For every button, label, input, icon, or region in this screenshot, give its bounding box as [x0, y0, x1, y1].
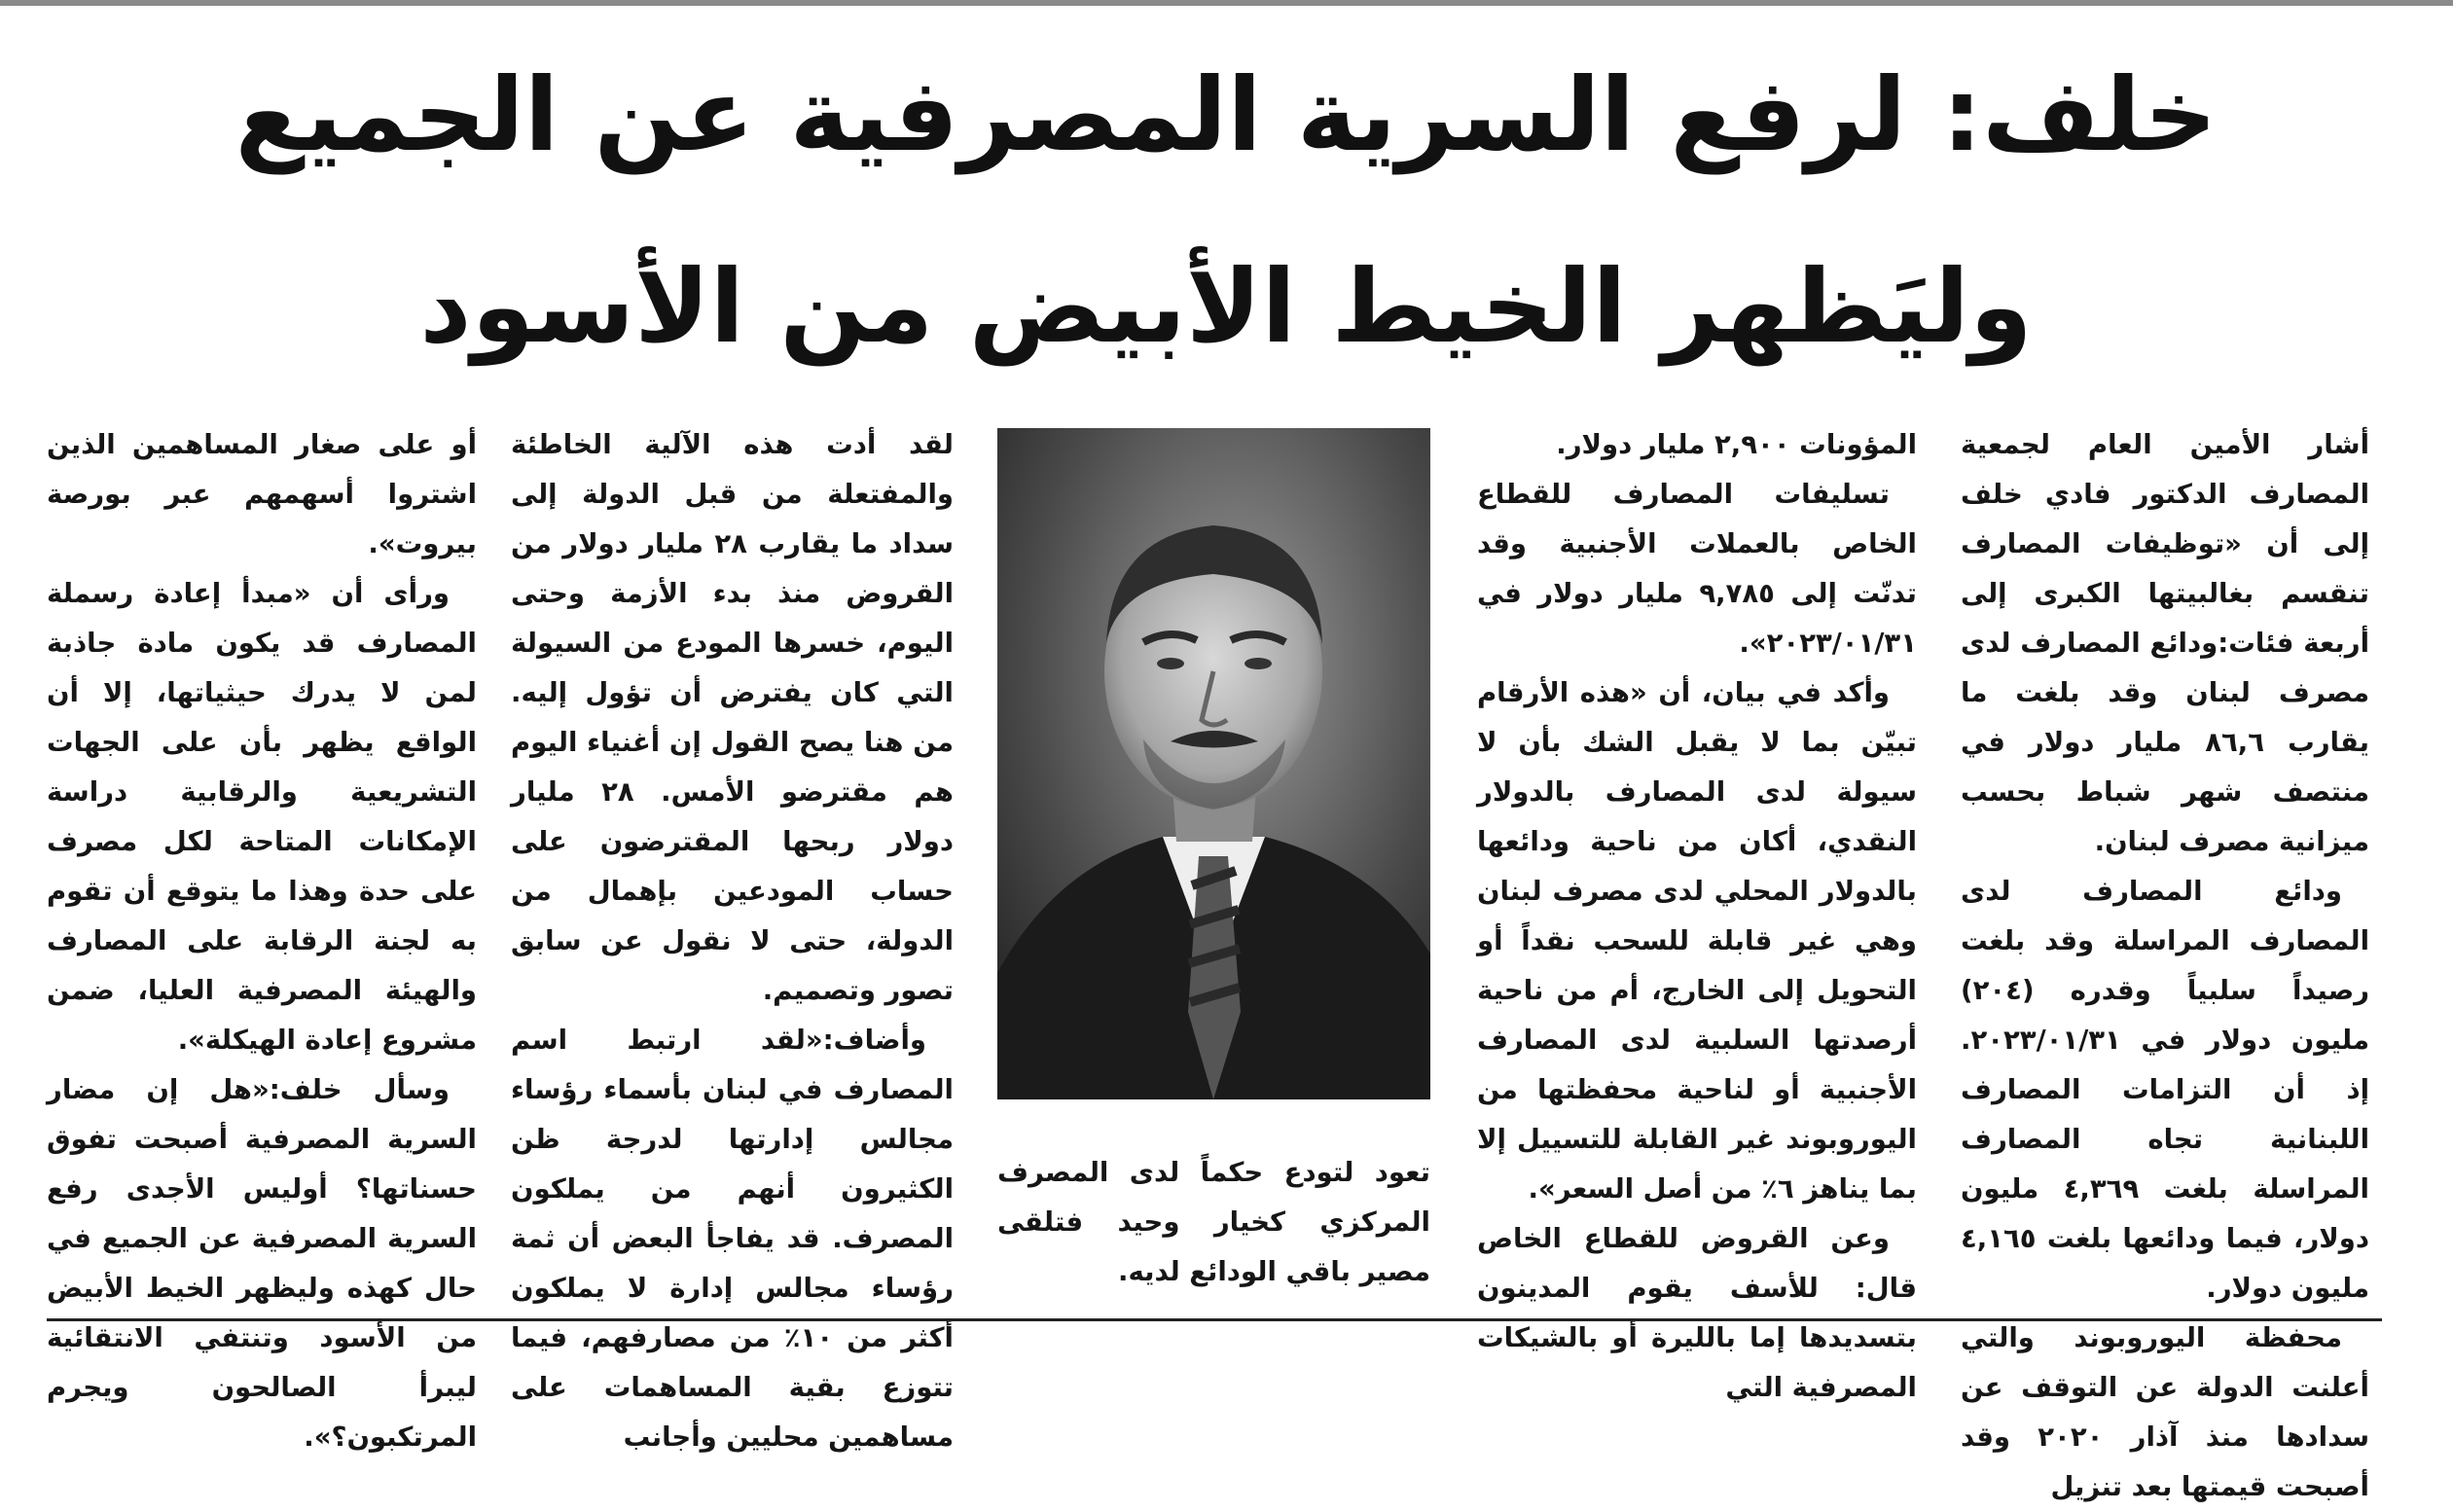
article-paragraph: أشار الأمين العام لجمعية المصارف الدكتور فادي خلف إلى أن «توظيفات المصارف تنقسم بغالبيتها الكبرى إلى أربعة فئات:ودائع المصارف لدى مصرف لبنان وقد بلغت ما يقارب ٨٦,٦ مليار دولار في منتصف شهر شباط بحسب ميزانية مصرف لبنان. [1961, 429, 2369, 857]
headline-line-1: خلف: لرفع السرية المصرفية عن الجميع [234, 55, 2218, 174]
article-column-3 [511, 420, 954, 1453]
article-paragraph: وسأل خلف:«هل إن مضار السرية المصرفية أصبحت تفوق حسناتها؟ أوليس الأجدى رفع السرية المصرفية عن الجميع في حال كهذه وليظهر الخيط الأبيض من الأسود وتنتفي الانتقائية ليبرأ الصالحون ويجرم المرتكبون؟». [47, 1074, 477, 1453]
article-column-2 [1477, 420, 1918, 1403]
headline-line-2: وليَظهر الخيط الأبيض من الأسود [419, 247, 2033, 366]
bottom-rule [47, 1318, 2382, 1321]
portrait-image [997, 428, 1430, 1099]
article-paragraph: تسليفات المصارف للقطاع الخاص بالعملات الأجنبية وقد تدنّت إلى ٩,٧٨٥ مليار دولار في ٢٠٢٣/٠١/٣١». [1477, 479, 1918, 659]
article-paragraph: أو على صغار المساهمين الذين اشتروا أسهمهم عبر بورصة بيروت». [47, 429, 477, 559]
article-paragraph: لقد أدت هذه الآلية الخاطئة والمفتعلة من قبل الدولة إلى سداد ما يقارب ٢٨ مليار دولار من القروض منذ بدء الأزمة وحتى اليوم، خسرها المودع من السيولة التي كان يفترض أن تؤول إليه. من هنا يصح القول إن أغنياء اليوم هم مقترضو الأمس. ٢٨ مليار دولار ربحها المقترضون على حساب المودعين بإهمال من الدولة، حتى لا نقول عن سابق تصور وتصميم. [511, 429, 954, 1006]
photo-caption: تعود لتودع حكماً لدى المصرف المركزي كخيار وحيد فتلقى مصير باقي الودائع لديه. [997, 1157, 1430, 1287]
article-paragraph: ورأى أن «مبدأ إعادة رسملة المصارف قد يكون مادة جاذبة لمن لا يدرك حيثياتها، إلا أن الواقع يظهر بأن على الجهات التشريعية والرقابية دراسة الإمكانات المتاحة لكل مصرف على حدة وهذا ما يتوقع أن تقوم به لجنة الرقابة على المصارف والهيئة المصرفية العليا، ضمن مشروع إعادة الهيكلة». [47, 578, 477, 1056]
article-column-4 [47, 420, 477, 1453]
article-paragraph: وأضاف:«لقد ارتبط اسم المصارف في لبنان بأسماء رؤساء مجالس إدارتها لدرجة ظن الكثيرون أنهم من يملكون المصرف. قد يفاجأ البعض أن ثمة رؤساء مجالس إدارة لا يملكون أكثر من ١٠٪ من مصارفهم، فيما تتوزع بقية المساهمات على مساهمين محليين وأجانب [511, 1025, 954, 1453]
top-rule [0, 0, 2453, 6]
article-paragraph: ودائع المصارف لدى المصارف المراسلة وقد بلغت رصيداً سلبياً وقدره (٢٠٤) مليون دولار في ٢٠٢٣/٠١/٣١. إذ أن التزامات المصارف اللبنانية تجاه المصارف المراسلة بلغت ٤,٣٦٩ مليون دولار، فيما ودائعها بلغت ٤,١٦٥ مليون دولار. [1961, 876, 2369, 1304]
article-column-1 [1961, 420, 2369, 1502]
article-paragraph: وعن القروض للقطاع الخاص قال: للأسف يقوم المدينون بتسديدها إما بالليرة أو بالشيكات المصرفية التي [1477, 1223, 1917, 1403]
article-paragraph: محفظة اليوروبوند والتي أعلنت الدولة عن التوقف عن سدادها منذ آذار ٢٠٢٠ وقد أصبحت قيمتها بعد تنزيل [1961, 1322, 2369, 1502]
article-paragraph: المؤونات ٢,٩٠٠ مليار دولار. [1556, 429, 1917, 460]
portrait-photo [997, 428, 1430, 1099]
article-paragraph: وأكد في بيان، أن «هذه الأرقام تبيّن بما لا يقبل الشك بأن لا سيولة لدى المصارف بالدولار النقدي، أكان من ناحية ودائعها بالدولار المحلي لدى مصرف لبنان وهي غير قابلة للسحب نقداً أو التحويل إلى الخارج، أم من ناحية أرصدتها السلبية لدى المصارف الأجنبية أو لناحية محفظتها من اليوروبوند غير القابلة للتسييل إلا بما يناهز ٦٪ من أصل السعر». [1477, 677, 1917, 1205]
